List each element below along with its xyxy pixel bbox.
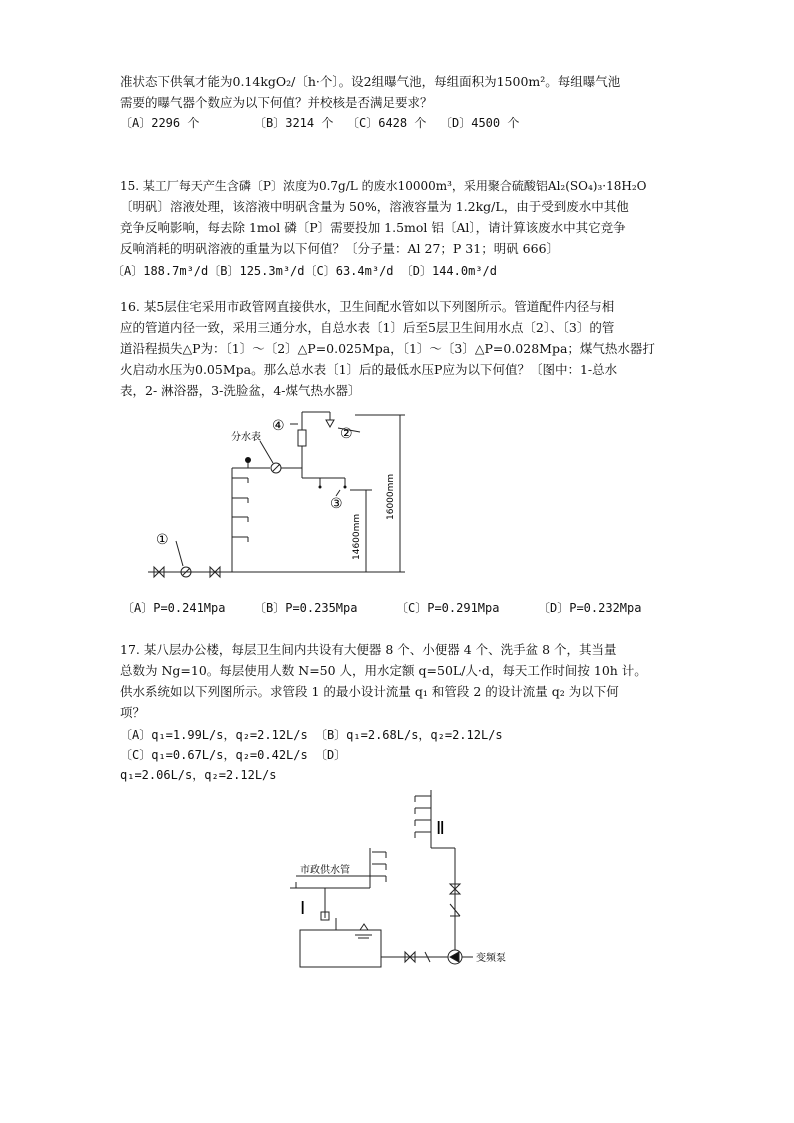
q16-label-meter: 分水表	[231, 432, 261, 443]
q17-line3: 供水系统如以下列图所示。求管段 1 的最小设计流量 q₁ 和管段 2 的设计流量 q₂ 为以下何	[120, 684, 619, 699]
q17-options-cd: 〔C〕q₁=0.67L/s，q₂=0.42L/s 〔D〕	[120, 748, 347, 762]
q16-num-2: ②	[340, 426, 353, 442]
q15-line1: 15. 某工厂每天产生含磷〔P〕浓度为0.7g/L 的废水10000m³，采用聚合硫酸铝Al₂(SO₄)₃·18H₂O	[120, 179, 647, 193]
q16-num-3: ③	[330, 496, 343, 512]
q16-option-d: 〔D〕P=0.232Mpa	[538, 601, 642, 615]
q17-line2: 总数为 Ng=10。每层使用人数 N=50 人，用水定额 q=50L/人·d，每天工作时间按 10h 计。	[120, 663, 647, 678]
q16-option-b: 〔B〕P=0.235Mpa	[254, 601, 358, 615]
q15-options: 〔A〕188.7m³/d〔B〕125.3m³/d〔C〕63.4m³/d 〔D〕144.0m³/d	[112, 264, 497, 278]
q16-num-1: ①	[156, 532, 169, 548]
q17-line1: 17. 某八层办公楼，每层卫生间内共设有大便器 8 个、小便器 4 个、洗手盆 8 个，其当量	[120, 642, 617, 657]
q16-option-a: 〔A〕P=0.241Mpa	[122, 601, 226, 615]
q14-option-c: 〔C〕6428 个	[347, 116, 427, 130]
q17-label-pump: 变频泵	[476, 953, 506, 964]
q17-zone-1: Ⅰ	[300, 898, 306, 919]
q14-option-d: 〔D〕4500 个	[440, 116, 520, 130]
q16-option-c: 〔C〕P=0.291Mpa	[396, 601, 500, 615]
q17-options-ab: 〔A〕q₁=1.99L/s，q₂=2.12L/s 〔B〕q₁=2.68L/s，q₂=2.12L/s	[120, 728, 503, 742]
q17-label-city-main: 市政供水管	[300, 865, 350, 876]
q16-dim-14600: 14600mm	[352, 513, 362, 560]
q17-line4: 项？	[120, 705, 146, 720]
q14-line1: 准状态下供氧才能为0.14kgO₂/〔h·个〕。设2组曝气池，每组面积为1500m²。每组曝气池	[120, 74, 621, 89]
q17-option-d-value: q₁=2.06L/s，q₂=2.12L/s	[120, 768, 277, 782]
q14-line2: 需要的曝气器个数应为以下何值？并校核是否满足要求？	[120, 95, 433, 110]
q15-line3: 竞争反响影响，每去除 1mol 磷〔P〕需要投加 1.5mol 铝〔Al〕，请计算该废水中其它竞争	[120, 220, 626, 235]
q16-dim-16000: 16000mm	[386, 473, 396, 520]
q17-zone-2: Ⅱ	[436, 818, 445, 839]
q16-line3: 道沿程损失△P为：〔1〕～〔2〕△P=0.025Mpa，〔1〕～〔3〕△P=0.028Mpa；煤气热水器打	[120, 341, 655, 356]
q14-option-b: 〔B〕3214 个	[254, 116, 334, 130]
q16-line1: 16. 某5层住宅采用市政管网直接供水，卫生间配水管如以下列图所示。管道配件内径与相	[120, 299, 615, 314]
q16-line2: 应的管道内径一致，采用三通分水，自总水表〔1〕后至5层卫生间用水点〔2〕、〔3〕的管	[120, 320, 615, 335]
q15-line4: 反响消耗的明矾溶液的重量为以下何值？〔分子量：Al 27；P 31；明矾 666〕	[120, 241, 560, 256]
q14-option-a: 〔A〕2296 个	[120, 116, 200, 130]
q16-num-4: ④	[272, 418, 285, 434]
q16-line4: 火启动水压为0.05Mpa。那么总水表〔1〕后的最低水压P应为以下何值？〔图中：1-总水	[120, 362, 618, 377]
q15-line2: 〔明矾〕溶液处理，该溶液中明矾含量为 50%，溶液容量为 1.2kg/L，由于受到废水中其他	[120, 199, 629, 214]
q16-line5: 表，2- 淋浴器，3-洗脸盆，4-煤气热水器〕	[120, 383, 361, 398]
